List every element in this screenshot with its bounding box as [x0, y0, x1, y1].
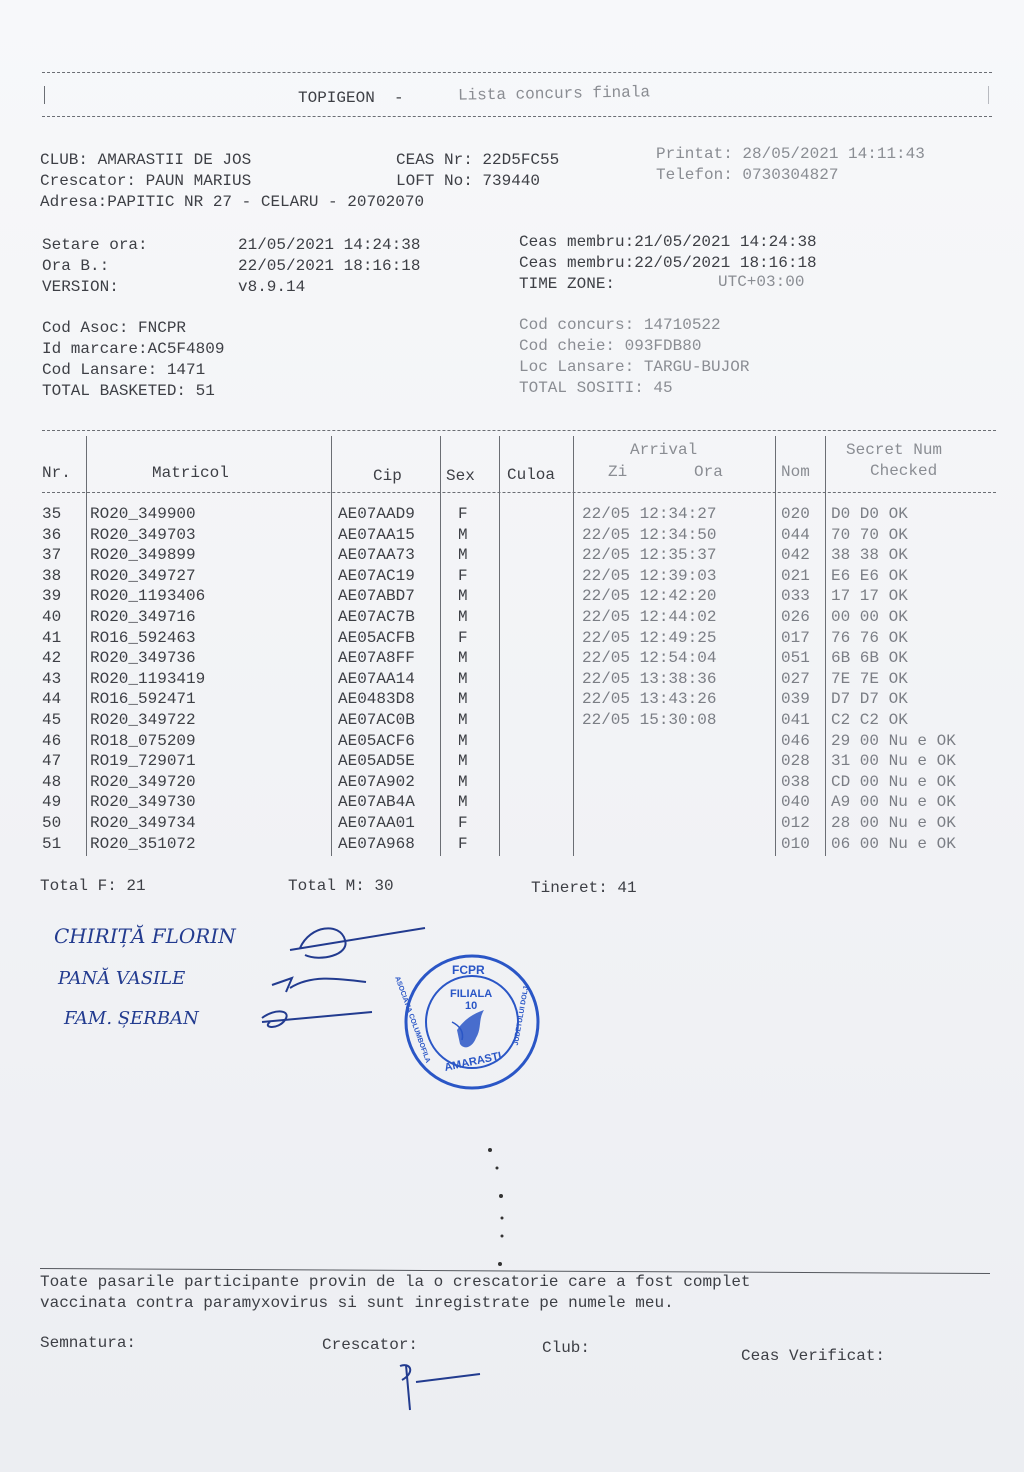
cell-cip: AE07ABD7 [338, 587, 415, 606]
cell-arrival: 22/05 12:34:50 [582, 525, 717, 544]
header-culoa: Culoa [507, 466, 556, 484]
cell-sex: M [458, 793, 468, 812]
stray-ink-dots [480, 1140, 520, 1270]
club-stamp [393, 952, 542, 1092]
cell-nom: 051 [781, 649, 810, 668]
cell-arrival: 22/05 12:54:04 [582, 649, 717, 668]
cell-matricol: RO20_1193406 [90, 587, 206, 606]
cell-nom: 038 [781, 772, 810, 791]
cod-lansare: Cod Lansare: 1471 [42, 361, 206, 379]
cell-matricol: RO20_349736 [90, 649, 196, 668]
cell-matricol: RO20_349703 [90, 525, 196, 544]
cell-sex: M [458, 525, 468, 544]
cell-nom: 026 [781, 608, 810, 626]
id-marcare: Id marcare:AC5F4809 [42, 340, 225, 358]
stamp-bottom-text: AMARASTI [443, 1050, 503, 1074]
cell-nr: 46 [42, 731, 62, 750]
cell-secret-checked: 29 00 Nu e OK [831, 731, 956, 750]
cell-sex: M [458, 772, 468, 791]
cell-matricol: RO20_349900 [90, 505, 196, 523]
cell-sex: F [458, 814, 468, 832]
cell-secret-checked: D7 D7 OK [831, 690, 908, 709]
cell-cip: AE0483D8 [338, 690, 415, 709]
cell-secret-checked: C2 C2 OK [831, 711, 908, 729]
cod-concurs: Cod concurs: 14710522 [519, 316, 721, 334]
cell-cip: AE05ACF6 [338, 731, 415, 750]
cell-secret-checked: 06 00 Nu e OK [831, 834, 956, 853]
stamp-ring-left: ASOCIATIA COLUMBOFILA [393, 975, 432, 1064]
header-arrival: Arrival [630, 441, 698, 459]
cell-matricol: RO20_351072 [90, 834, 196, 853]
loft-no: LOFT No: 739440 [396, 172, 541, 190]
ora-b-label: Ora B.: [42, 257, 110, 275]
handwritten-name-2: PANĂ VASILE [58, 968, 186, 989]
stamp-ring-right: JUDETULUI DOLJ [512, 985, 531, 1047]
handwritten-name-1: CHIRIȚĂ FLORIN [54, 924, 236, 948]
telefon: Telefon: 0730304827 [656, 166, 839, 184]
cell-arrival: 22/05 12:39:03 [582, 566, 717, 585]
adresa-line: Adresa:PAPITIC NR 27 - CELARU - 20702070 [40, 193, 425, 211]
cell-cip: AE07AA14 [338, 669, 415, 688]
cell-matricol: RO20_349716 [90, 608, 196, 626]
cell-nom: 020 [781, 505, 810, 523]
cell-secret-checked: 6B 6B OK [831, 649, 908, 668]
cell-secret-checked: 17 17 OK [831, 587, 908, 606]
loc-lansare: Loc Lansare: TARGU-BUJOR [519, 358, 750, 376]
cell-nom: 042 [781, 546, 810, 565]
header-matricol: Matricol [152, 464, 229, 482]
cell-nom: 046 [781, 731, 810, 750]
cell-arrival: 22/05 12:35:37 [582, 546, 717, 565]
cell-nr: 43 [42, 669, 62, 688]
report-title-right: Lista concurs finala [457, 83, 651, 105]
cell-secret-checked: 70 70 OK [831, 525, 908, 544]
cell-secret-checked: 38 38 OK [831, 546, 908, 565]
cell-arrival: 22/05 12:44:02 [582, 608, 717, 626]
cell-nom: 041 [781, 711, 810, 729]
cell-cip: AE05ACFB [338, 628, 415, 647]
crescator-line: Crescator: PAUN MARIUS [40, 172, 252, 190]
semnatura-label: Semnatura: [40, 1334, 137, 1352]
setare-ora-label: Setare ora: [42, 236, 148, 254]
cell-arrival: 22/05 15:30:08 [582, 711, 717, 729]
cell-arrival: 22/05 12:42:20 [582, 587, 717, 606]
cell-nom: 033 [781, 587, 810, 606]
cell-nom: 028 [781, 752, 810, 771]
cell-matricol: RO16_592463 [90, 628, 196, 647]
cell-nom: 027 [781, 669, 810, 688]
tineret: Tineret: 41 [531, 879, 637, 897]
cell-sex: M [458, 690, 468, 709]
cell-secret-checked: 00 00 OK [831, 608, 908, 626]
cell-sex: M [458, 752, 468, 771]
cell-nr: 45 [42, 711, 62, 729]
ora-b-value: 22/05/2021 18:16:18 [238, 257, 421, 275]
total-sositi: TOTAL SOSITI: 45 [519, 379, 673, 397]
version-value: v8.9.14 [238, 278, 306, 296]
total-f: Total F: 21 [40, 877, 146, 895]
cell-sex: M [458, 608, 468, 626]
cell-cip: AE07A902 [338, 772, 415, 791]
cell-nr: 47 [42, 752, 62, 771]
cell-sex: F [458, 505, 468, 523]
cell-nr: 51 [42, 834, 62, 853]
cell-secret-checked: A9 00 Nu e OK [831, 793, 956, 812]
vaccination-statement-line-2: vaccinata contra paramyxovirus si sunt inregistrate pe numele meu. [40, 1294, 674, 1312]
cell-matricol: RO20_349734 [90, 814, 196, 832]
printat-timestamp: Printat: 28/05/2021 14:11:43 [656, 145, 925, 163]
cod-cheie: Cod cheie: 093FDB80 [519, 337, 702, 355]
ceas-membru-1: Ceas membru:21/05/2021 14:24:38 [519, 233, 817, 251]
cell-cip: AE07AA73 [338, 546, 415, 565]
cell-secret-checked: 7E 7E OK [831, 669, 908, 688]
handwritten-name-3: FAM. ȘERBAN [64, 1008, 199, 1029]
cell-nr: 41 [42, 628, 62, 647]
cell-matricol: RO20_349720 [90, 772, 196, 791]
cell-nom: 044 [781, 525, 810, 544]
crescator-signature-label: Crescator: [322, 1336, 419, 1354]
header-ora: Ora [694, 463, 723, 481]
total-m: Total M: 30 [288, 877, 394, 895]
cell-nr: 48 [42, 772, 62, 791]
time-zone-value: UTC+03:00 [718, 273, 805, 291]
cell-sex: M [458, 669, 468, 688]
cell-arrival: 22/05 13:38:36 [582, 669, 717, 688]
cell-matricol: RO20_349722 [90, 711, 196, 729]
ceas-verificat-label: Ceas Verificat: [741, 1347, 886, 1365]
cell-cip: AE05AD5E [338, 752, 415, 771]
club-line: CLUB: AMARASTII DE JOS [40, 151, 252, 169]
cell-sex: F [458, 834, 468, 853]
cell-matricol: RO20_349730 [90, 793, 196, 812]
cell-matricol: RO20_1193419 [90, 669, 206, 688]
cell-nr: 39 [42, 587, 62, 606]
cell-arrival: 22/05 13:43:26 [582, 690, 717, 709]
header-secret-num: Secret Num [846, 441, 943, 459]
cell-nom: 017 [781, 628, 810, 647]
version-label: VERSION: [42, 278, 119, 296]
cell-nr: 49 [42, 793, 62, 812]
cell-nom: 040 [781, 793, 810, 812]
cell-cip: AE07AC7B [338, 608, 415, 626]
cell-cip: AE07AA01 [338, 814, 415, 832]
header-nr: Nr. [42, 464, 71, 482]
cell-secret-checked: E6 E6 OK [831, 566, 908, 585]
time-zone-label: TIME ZONE: [519, 275, 616, 293]
cell-sex: M [458, 546, 468, 565]
cell-cip: AE07AA15 [338, 525, 415, 544]
cell-arrival: 22/05 12:34:27 [582, 505, 717, 523]
cell-cip: AE07AAD9 [338, 505, 415, 523]
ceas-membru-2: Ceas membru:22/05/2021 18:16:18 [519, 254, 817, 272]
cell-sex: M [458, 587, 468, 606]
cell-nr: 37 [42, 546, 62, 565]
cell-sex: M [458, 731, 468, 750]
cell-nr: 44 [42, 690, 62, 709]
cell-nom: 039 [781, 690, 810, 709]
cell-arrival: 22/05 12:49:25 [582, 628, 717, 647]
header-sex: Sex [446, 467, 475, 485]
cell-cip: AE07A968 [338, 834, 415, 853]
cell-cip: AE07AC0B [338, 711, 415, 729]
stamp-filiala: FILIALA [450, 988, 493, 1000]
cell-nr: 50 [42, 814, 62, 832]
header-checked: Checked [870, 462, 938, 480]
cell-sex: M [458, 649, 468, 668]
total-basketed: TOTAL BASKETED: 51 [42, 382, 215, 400]
cell-matricol: RO20_349727 [90, 566, 196, 585]
cell-secret-checked: 76 76 OK [831, 628, 908, 647]
ceas-nr: CEAS Nr: 22D5FC55 [396, 151, 560, 169]
cell-sex: F [458, 566, 468, 585]
cell-cip: AE07AB4A [338, 793, 415, 812]
cell-secret-checked: D0 D0 OK [831, 505, 908, 523]
cell-matricol: RO16_592471 [90, 690, 196, 709]
setare-ora-value: 21/05/2021 14:24:38 [238, 236, 421, 254]
cell-secret-checked: CD 00 Nu e OK [831, 772, 956, 791]
cell-nr: 35 [42, 505, 62, 523]
report-title-left: TOPIGEON - [298, 89, 404, 107]
header-cip: Cip [373, 467, 402, 485]
cell-matricol: RO18_075209 [90, 731, 196, 750]
stamp-top-text: FCPR [452, 963, 485, 977]
stamp-number: 10 [465, 1000, 478, 1012]
cell-nr: 40 [42, 608, 62, 626]
cell-matricol: RO19_729071 [90, 752, 196, 771]
club-signature-label: Club: [542, 1339, 591, 1357]
header-nom: Nom [781, 463, 810, 481]
cell-nom: 012 [781, 814, 810, 832]
cell-sex: F [458, 628, 468, 647]
vaccination-statement-line-1: Toate pasarile participante provin de la o crescatorie care a fost complet [40, 1273, 751, 1291]
cell-cip: AE07A8FF [338, 649, 415, 668]
cell-nom: 010 [781, 834, 810, 853]
cell-nom: 021 [781, 566, 810, 585]
header-zi: Zi [608, 463, 628, 481]
cell-cip: AE07AC19 [338, 566, 415, 585]
cell-nr: 42 [42, 649, 62, 668]
cell-secret-checked: 31 00 Nu e OK [831, 752, 956, 771]
cell-secret-checked: 28 00 Nu e OK [831, 814, 956, 832]
cell-nr: 36 [42, 525, 62, 544]
cod-asoc: Cod Asoc: FNCPR [42, 319, 187, 337]
cell-nr: 38 [42, 566, 62, 585]
cell-matricol: RO20_349899 [90, 546, 196, 565]
cell-sex: M [458, 711, 468, 729]
